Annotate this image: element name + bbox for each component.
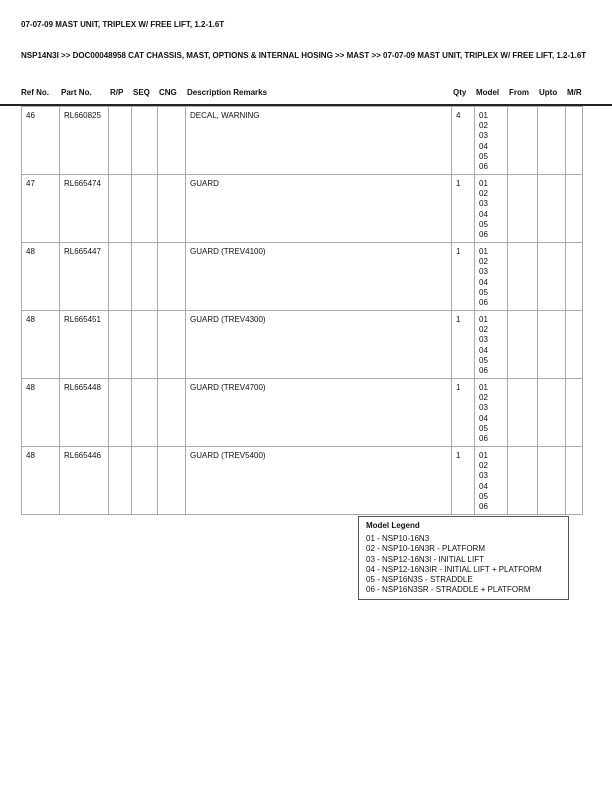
model-code: 03 — [479, 131, 488, 141]
col-upto: Upto — [539, 88, 558, 97]
description-cell: GUARD (TREV5400) — [186, 447, 452, 515]
qty-cell: 1 — [452, 311, 475, 379]
rp-cell — [109, 379, 132, 447]
model-code: 01 — [479, 247, 488, 256]
part-no-cell: RL665474 — [60, 175, 109, 243]
model-code: 01 — [479, 315, 488, 324]
upto-cell — [538, 447, 566, 515]
col-model: Model — [476, 88, 500, 97]
from-cell — [508, 107, 538, 175]
qty-cell: 1 — [452, 447, 475, 515]
table-row — [22, 175, 583, 243]
rp-cell — [109, 243, 132, 311]
mr-cell — [566, 243, 583, 311]
model-code: 01 — [479, 451, 488, 460]
rp-cell — [109, 175, 132, 243]
cng-cell — [158, 107, 186, 175]
model-code: 04 — [479, 481, 488, 491]
model-code: 06 — [479, 298, 488, 308]
description-cell: DECAL, WARNING — [186, 107, 452, 175]
part-no-cell: RL660825 — [60, 107, 109, 175]
part-no-cell: RL665447 — [60, 243, 109, 311]
part-no-cell: RL665448 — [60, 379, 109, 447]
part-no-cell: RL665451 — [60, 311, 109, 379]
model-code: 05 — [479, 287, 488, 297]
model-cell — [475, 379, 508, 447]
from-cell — [508, 379, 538, 447]
model-code: 04 — [479, 345, 488, 355]
model-cell — [475, 447, 508, 515]
breadcrumb: NSP14N3I >> DOC00048958 CAT CHASSIS, MAST, OPTIONS & INTERNAL HOSING >> MAST >> 07-07-09 MAST UNIT, TRIPLEX W/ FREE LIFT, 1.2-1.6T — [21, 51, 587, 60]
legend-item: 05 - NSP16N3S - STRADDLE — [366, 575, 473, 585]
table-row — [22, 447, 583, 515]
model-code: 02 — [479, 461, 488, 471]
from-cell — [508, 447, 538, 515]
qty-cell: 4 — [452, 107, 475, 175]
ref-cell: 47 — [22, 175, 60, 243]
model-cell — [475, 243, 508, 311]
qty-cell: 1 — [452, 243, 475, 311]
ref-cell: 48 — [22, 311, 60, 379]
seq-cell — [132, 447, 158, 515]
legend-item: 06 - NSP16N3SR - STRADDLE + PLATFORM — [366, 585, 531, 595]
col-part: Part No. — [61, 88, 92, 97]
upto-cell — [538, 175, 566, 243]
col-desc: Description Remarks — [187, 88, 268, 97]
model-code: 05 — [479, 423, 488, 433]
model-code: 01 — [479, 179, 488, 188]
col-ref: Ref No. — [21, 88, 49, 97]
rp-cell — [109, 311, 132, 379]
legend-item: 04 - NSP12-16N3IR - INITIAL LIFT + PLATFORM — [366, 564, 542, 574]
cng-cell — [158, 379, 186, 447]
table-row — [22, 243, 583, 311]
seq-cell — [132, 311, 158, 379]
mr-cell — [566, 311, 583, 379]
col-qty: Qty — [453, 88, 467, 97]
mr-cell — [566, 447, 583, 515]
model-code: 03 — [479, 199, 488, 209]
part-no-cell: RL665446 — [60, 447, 109, 515]
ref-cell: 46 — [22, 107, 60, 175]
mr-cell — [566, 175, 583, 243]
description-cell: GUARD (TREV4100) — [186, 243, 452, 311]
qty-cell: 1 — [452, 379, 475, 447]
table-row — [22, 107, 583, 175]
seq-cell — [132, 243, 158, 311]
model-cell — [475, 311, 508, 379]
model-cell — [475, 107, 508, 175]
model-code: 03 — [479, 403, 488, 413]
model-code: 04 — [479, 413, 488, 423]
legend-item: 02 - NSP10-16N3R - PLATFORM — [366, 544, 485, 554]
model-code: 05 — [479, 355, 488, 365]
model-code: 06 — [479, 434, 488, 444]
parts-table — [21, 106, 583, 515]
legend-title: Model Legend — [366, 521, 420, 530]
col-seq: SEQ — [133, 88, 150, 97]
upto-cell — [538, 107, 566, 175]
table-row — [22, 379, 583, 447]
model-code: 04 — [479, 209, 488, 219]
seq-cell — [132, 175, 158, 243]
model-code: 06 — [479, 230, 488, 240]
model-code: 03 — [479, 267, 488, 277]
description-cell: GUARD — [186, 175, 452, 243]
model-cell — [475, 175, 508, 243]
model-code: 05 — [479, 491, 488, 501]
model-code: 02 — [479, 393, 488, 403]
ref-cell: 48 — [22, 379, 60, 447]
description-cell: GUARD (TREV4300) — [186, 311, 452, 379]
model-legend — [358, 516, 569, 600]
upto-cell — [538, 311, 566, 379]
model-code: 06 — [479, 162, 488, 172]
upto-cell — [538, 379, 566, 447]
col-rp: R/P — [110, 88, 124, 97]
ref-cell: 48 — [22, 243, 60, 311]
from-cell — [508, 311, 538, 379]
col-mr: M/R — [567, 88, 582, 97]
model-code: 02 — [479, 257, 488, 267]
page-title: 07-07-09 MAST UNIT, TRIPLEX W/ FREE LIFT, 1.2-1.6T — [21, 20, 225, 29]
description-cell: GUARD (TREV4700) — [186, 379, 452, 447]
model-code: 02 — [479, 325, 488, 335]
model-code: 01 — [479, 111, 488, 120]
ref-cell: 48 — [22, 447, 60, 515]
seq-cell — [132, 107, 158, 175]
model-code: 04 — [479, 141, 488, 151]
model-code: 04 — [479, 277, 488, 287]
model-code: 03 — [479, 335, 488, 345]
seq-cell — [132, 379, 158, 447]
mr-cell — [566, 379, 583, 447]
cng-cell — [158, 243, 186, 311]
legend-item: 03 - NSP12-16N3I - INITIAL LIFT — [366, 554, 484, 564]
model-code: 06 — [479, 366, 488, 376]
col-from: From — [509, 88, 529, 97]
cng-cell — [158, 175, 186, 243]
from-cell — [508, 243, 538, 311]
cng-cell — [158, 447, 186, 515]
table-header — [0, 88, 612, 104]
model-code: 03 — [479, 471, 488, 481]
upto-cell — [538, 243, 566, 311]
rp-cell — [109, 107, 132, 175]
qty-cell: 1 — [452, 175, 475, 243]
cng-cell — [158, 311, 186, 379]
from-cell — [508, 175, 538, 243]
model-code: 05 — [479, 151, 488, 161]
model-code: 05 — [479, 219, 488, 229]
mr-cell — [566, 107, 583, 175]
legend-item: 01 - NSP10-16N3 — [366, 534, 430, 544]
model-code: 02 — [479, 121, 488, 131]
rp-cell — [109, 447, 132, 515]
model-code: 01 — [479, 383, 488, 392]
col-cng: CNG — [159, 88, 177, 97]
model-code: 06 — [479, 502, 488, 512]
table-row — [22, 311, 583, 379]
model-code: 02 — [479, 189, 488, 199]
